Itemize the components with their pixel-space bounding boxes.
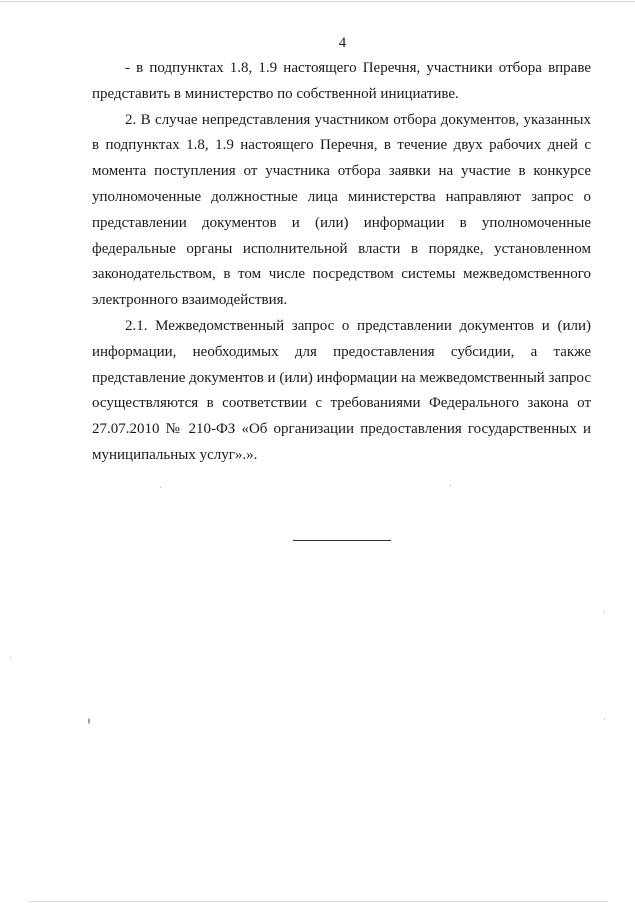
text-line: муниципальных услуг».». [92, 446, 258, 463]
scan-speck [450, 485, 451, 486]
text-line: - в подпунктах 1.8, 1.9 настоящего Перечня, участники отбора вправе [125, 60, 591, 76]
text-line: в подпунктах 1.8, 1.9 настоящего Перечня, в течение двух рабочих дней с [92, 137, 591, 154]
scan-speck [604, 611, 605, 612]
text-line: представить в министерство по собственной инициативе. [92, 85, 459, 102]
text-line: 27.07.2010 № 210-ФЗ «Об организации предоставления государственных и [92, 421, 591, 438]
text-line: федеральные органы исполнительной власти в порядке, установленном [92, 240, 591, 257]
scan-edge-top [0, 1, 635, 2]
text-line: информации, необходимых для предоставления субсидии, а также [92, 343, 591, 360]
end-separator-line [293, 540, 391, 541]
scan-speck [10, 657, 11, 658]
text-line: представлении документов и (или) информации в уполномоченные [92, 214, 591, 231]
text-line: момента поступления от участника отбора заявки на участие в конкурсе [92, 163, 591, 180]
text-line: электронного взаимодействия. [92, 292, 288, 309]
text-line: 2. В случае непредставления участником отбора документов, указанных [125, 111, 591, 128]
text-line: осуществляются в соответствии с требованиями Федерального закона от [92, 395, 591, 412]
page-number: 4 [338, 35, 347, 51]
scan-speck [160, 487, 161, 488]
scan-speck [88, 718, 90, 724]
document-body [92, 56, 591, 469]
text-line: законодательством, в том числе посредством системы межведомственного [92, 266, 591, 283]
text-line: уполномоченные должностные лица министерства направляют запрос о [92, 188, 591, 205]
scan-edge-bottom [28, 901, 608, 902]
text-line: 2.1. Межведомственный запрос о представлении документов и (или) [125, 317, 591, 334]
scan-speck [604, 719, 605, 720]
text-line: представление документов и (или) информации на межведомственный запрос [92, 369, 591, 386]
